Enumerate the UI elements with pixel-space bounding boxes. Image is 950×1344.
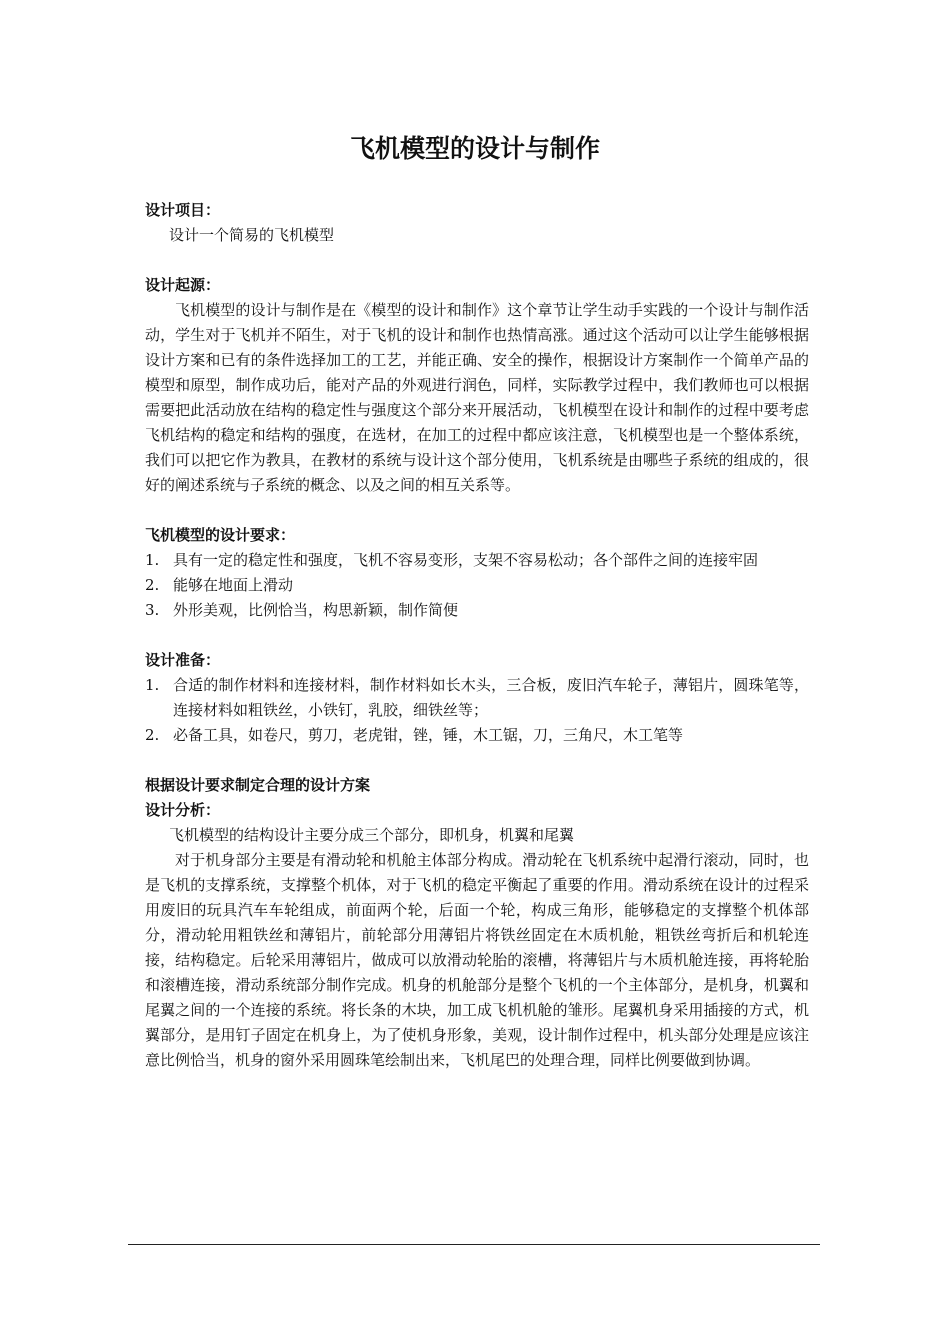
spacer xyxy=(145,748,809,773)
analysis-intro: 飞机模型的结构设计主要分成三个部分，即机身，机翼和尾翼 xyxy=(169,826,575,844)
list-number: 1. xyxy=(145,676,160,694)
list-number: 3. xyxy=(145,601,160,619)
list-number: 2. xyxy=(145,576,160,594)
origin-heading: 设计起源： xyxy=(145,276,221,294)
list-number: 2. xyxy=(145,726,160,744)
list-item xyxy=(145,673,809,723)
document-title: 飞机模型的设计与制作 xyxy=(349,134,600,163)
list-text: 外形美观，比例恰当，构思新颖，制作简便 xyxy=(173,601,459,619)
list-item xyxy=(145,598,809,623)
project-text: 设计一个简易的飞机模型 xyxy=(169,226,335,244)
list-text: 具有一定的稳定性和强度，飞机不容易变形，支架不容易松动；各个部件之间的连接牢固 xyxy=(173,551,759,569)
list-text: 必备工具，如卷尺，剪刀，老虎钳，锉，锤，木工锯，刀，三角尺，木工笔等 xyxy=(173,726,684,744)
project-heading: 设计项目： xyxy=(145,201,221,219)
requirements-heading: 飞机模型的设计要求： xyxy=(145,526,296,544)
analysis-paragraph: 对于机身部分主要是有滑动轮和机舱主体部分构成。滑动轮在飞机系统中起滑行滚动，同时，也是飞机的支撑系统，支撑整个机体，对于飞机的稳定平衡起了重要的作用。滑动系统在设计的过程采用废旧的玩具汽车车轮组成，前面两个轮，后面一个轮，构成三角形，能够稳定的支撑整个机体部分，滑动轮用粗铁丝和薄铝片，前轮部分用薄铝片将铁丝固定在木质机舱，粗铁丝弯折后和机轮连接，结构稳定。后轮采用薄铝片，做成可以放滑动轮胎的滚槽，将薄铝片与木质机舱连接，再将轮胎和滚槽连接，滑动系统部分制作完成。机身的机舱部分是整个飞机的一个主体部分，是机身，机翼和尾翼之间的一个连接的系统。将长条的木块，加工成飞机机舱的雏形。尾翼机身采用插接的方式，机翼部分，是用钉子固定在机身上，为了使机身形象，美观，设计制作过程中，机头部分处理是应该注意比例恰当，机身的窗外采用圆珠笔绘制出来，飞机尾巴的处理合理，同样比例要做到协调。 xyxy=(145,851,809,1069)
list-text: 合适的制作材料和连接材料，制作材料如长木头，三合板，废旧汽车轮子，薄铝片，圆珠笔等，连接材料如粗铁丝，小铁钉，乳胶，细铁丝等； xyxy=(173,676,809,719)
list-item xyxy=(145,573,809,598)
requirements-list xyxy=(145,548,809,623)
document-body xyxy=(145,198,809,1073)
list-text: 能够在地面上滑动 xyxy=(173,576,294,594)
footer-divider xyxy=(128,1244,820,1245)
plan-heading: 根据设计要求制定合理的设计方案 xyxy=(145,776,371,794)
preparation-list xyxy=(145,673,809,748)
spacer xyxy=(145,623,809,648)
list-number: 1. xyxy=(145,551,160,569)
spacer xyxy=(145,498,809,523)
preparation-heading: 设计准备： xyxy=(145,651,221,669)
list-item xyxy=(145,723,809,748)
list-item xyxy=(145,548,809,573)
origin-paragraph: 飞机模型的设计与制作是在《模型的设计和制作》这个章节让学生动手实践的一个设计与制作活动，学生对于飞机并不陌生，对于飞机的设计和制作也热情高涨。通过这个活动可以让学生能够根据设计方案和已有的条件选择加工的工艺，并能正确、安全的操作，根据设计方案制作一个简单产品的模型和原型，制作成功后，能对产品的外观进行润色，同样，实际教学过程中，我们教师也可以根据需要把此活动放在结构的稳定性与强度这个部分来开展活动，飞机模型在设计和制作的过程中要考虑飞机结构的稳定和结构的强度，在选材，在加工的过程中都应该注意，飞机模型也是一个整体系统，我们可以把它作为教具，在教材的系统与设计这个部分使用，飞机系统是由哪些子系统的组成的，很好的阐述系统与子系统的概念、以及之间的相互关系等。 xyxy=(145,301,809,494)
spacer xyxy=(145,248,809,273)
analysis-heading: 设计分析： xyxy=(145,801,221,819)
